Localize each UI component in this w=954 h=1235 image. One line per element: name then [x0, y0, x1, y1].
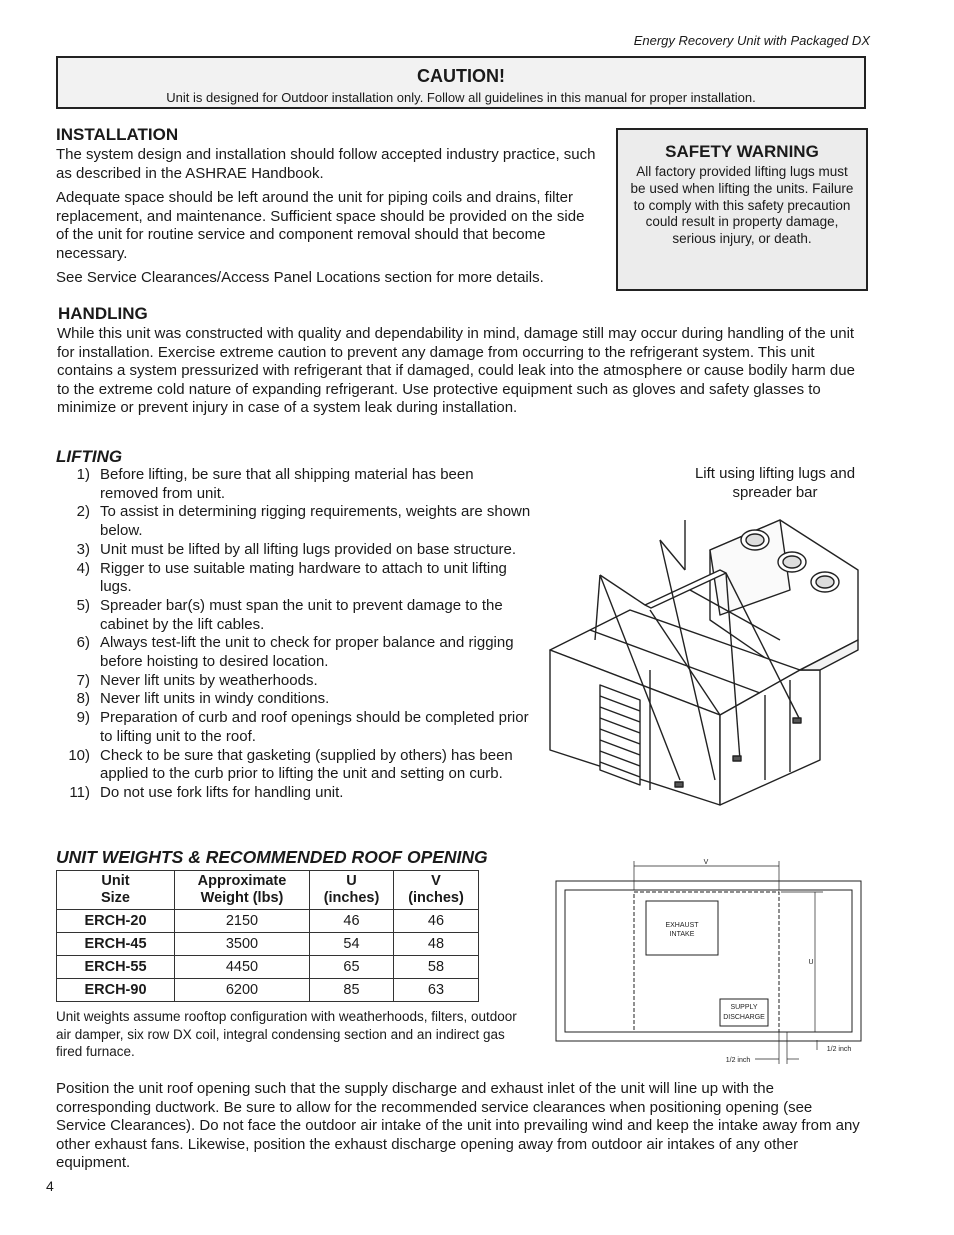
table-cell-v: 46 [394, 910, 479, 933]
list-item-number: 10) [68, 746, 90, 764]
table-header-weight: Approximate Weight (lbs) [175, 871, 310, 910]
list-item-number: 7) [76, 671, 90, 689]
list-item-text: Do not use fork lifts for handling unit. [100, 783, 344, 801]
table-row [57, 910, 479, 933]
lift-illustration-caption: Lift using lifting lugs and spreader bar [694, 465, 856, 501]
list-item [56, 709, 536, 746]
table-cell-v: 58 [394, 956, 479, 979]
caution-text: Unit is designed for Outdoor installation only. Follow all guidelines in this manual for proper installation. [166, 90, 756, 105]
list-item-number: 3) [76, 540, 90, 558]
list-item-text: Check to be sure that gasketing (supplied by others) has been applied to the curb prior to lifting the unit and setting on curb. [100, 746, 513, 783]
list-item-number: 2) [76, 503, 90, 521]
table-cell-u: 85 [310, 979, 394, 1002]
half-inch-bottom-label: 1/2 inch [725, 1057, 751, 1064]
list-item [56, 503, 536, 540]
installation-heading: INSTALLATION [56, 125, 179, 144]
supply-discharge-label-2: DISCHARGE [723, 1014, 765, 1021]
list-item [56, 747, 536, 784]
table-cell-u: 54 [310, 933, 394, 956]
lifting-unit-illustration [540, 510, 880, 810]
table-cell-weight: 4450 [175, 956, 310, 979]
list-item-text: Spreader bar(s) must span the unit to prevent damage to the cabinet by the lift cables. [100, 596, 503, 633]
table-cell-weight: 3500 [175, 933, 310, 956]
list-item-number: 9) [76, 709, 90, 727]
list-item-number: 8) [76, 690, 90, 708]
u-dimension-label: U [808, 959, 814, 966]
roof-opening-position-paragraph: Position the unit roof opening such that the supply discharge and exhaust inlet of the unit will line up with the corresponding ductwork. Be sure to allow for the recommended service clearances when positioning opening (see Service Clearances). Do not face the outdoor air intake of the unit into prevailing wind and keep the intake away from any other exhaust fans. Likewise, position the exhaust discharge opening away from outdoor air intakes of any other equipment. [56, 1080, 860, 1171]
list-item-text: Never lift units in windy conditions. [100, 690, 330, 708]
list-item-number: 11) [69, 783, 90, 801]
table-header-u: U (inches) [310, 871, 394, 910]
list-item [56, 466, 536, 503]
page-number: 4 [46, 1178, 54, 1194]
table-cell-v: 48 [394, 933, 479, 956]
lifting-heading: LIFTING [56, 447, 123, 466]
list-item [56, 690, 536, 709]
unit-weights-table [56, 870, 479, 1002]
list-item [56, 541, 536, 560]
list-item [56, 560, 536, 597]
table-cell-weight: 2150 [175, 910, 310, 933]
list-item-text: To assist in determining rigging requirements, weights are shown below. [100, 503, 531, 540]
table-row [57, 956, 479, 979]
table-cell-size: ERCH-45 [57, 933, 175, 956]
caution-title: CAUTION! [417, 66, 505, 86]
list-item-text: Never lift units by weatherhoods. [100, 671, 318, 689]
table-cell-u: 46 [310, 910, 394, 933]
installation-paragraph-3: See Service Clearances/Access Panel Locations section for more details. [56, 269, 544, 286]
table-row [57, 979, 479, 1002]
list-item-number: 1) [76, 466, 90, 483]
table-cell-size: ERCH-55 [57, 956, 175, 979]
table-header-unit-size: Unit Size [57, 871, 175, 910]
table-header-v: V (inches) [394, 871, 479, 910]
safety-warning-title: SAFETY WARNING [665, 142, 819, 161]
list-item-number: 5) [76, 596, 90, 614]
list-item-text: Unit must be lifted by all lifting lugs provided on base structure. [100, 540, 517, 558]
list-item-text: Rigger to use suitable mating hardware to attach to unit lifting lugs. [100, 559, 507, 596]
roof-opening-diagram [555, 856, 865, 1066]
safety-warning-text: All factory provided lifting lugs must be used when lifting the units. Failure to comply with this safety precaution could result in property damage, serious injury, or death. [630, 164, 854, 247]
table-cell-size: ERCH-90 [57, 979, 175, 1002]
supply-discharge-label-1: SUPPLY [730, 1004, 758, 1011]
list-item [56, 634, 536, 671]
table-row [57, 933, 479, 956]
safety-warning-box [616, 128, 868, 291]
list-item-number: 6) [76, 634, 90, 652]
lifting-list [56, 466, 536, 803]
table-cell-v: 63 [394, 979, 479, 1002]
installation-paragraph-1: The system design and installation should follow accepted industry practice, such as described in the ASHRAE Handbook. [56, 146, 596, 182]
v-dimension-label: V [703, 859, 709, 866]
exhaust-intake-label-2: INTAKE [669, 931, 695, 938]
handling-paragraph: While this unit was constructed with quality and dependability in mind, damage still may occur during handling of the unit for installation. Exercise extreme caution to prevent any damage from occurring to the refrigerant system. This unit contains a system pressurized with refrigerant that if damaged, could leak into the atmosphere or cause bodily harm due to the extreme cold nature of expanding refrigerant. Use protective equipment such as gloves and safety glasses to minimize or prevent injury in case of a system leak during installation. [57, 325, 855, 416]
unit-weights-note: Unit weights assume rooftop configuration with weatherhoods, filters, outdoor air damper, six row DX coil, integral condensing section and an indirect gas fired furnace. [56, 1009, 517, 1059]
list-item-text: Before lifting, be sure that all shipping material has been removed from unit. [100, 466, 474, 502]
half-inch-right-label: 1/2 inch [826, 1046, 852, 1053]
document-header: Energy Recovery Unit with Packaged DX [633, 33, 870, 48]
list-item-number: 4) [76, 559, 90, 577]
exhaust-intake-label-1: EXHAUST [665, 922, 699, 929]
unit-weights-heading: UNIT WEIGHTS & RECOMMENDED ROOF OPENING [56, 847, 488, 867]
table-cell-weight: 6200 [175, 979, 310, 1002]
table-cell-u: 65 [310, 956, 394, 979]
list-item [56, 597, 536, 634]
list-item-text: Preparation of curb and roof openings should be completed prior to lifting unit to the roof. [100, 709, 529, 745]
caution-box [56, 56, 866, 109]
installation-paragraph-2: Adequate space should be left around the unit for piping coils and drains, filter replacement, and maintenance. Sufficient space should be provided on the side of the unit for routine service and component removal should that become necessary. [56, 189, 585, 262]
table-header-row [57, 871, 479, 910]
list-item [56, 672, 536, 691]
table-cell-size: ERCH-20 [57, 910, 175, 933]
handling-heading: HANDLING [58, 304, 148, 323]
list-item [56, 784, 536, 803]
list-item-text: Always test-lift the unit to check for proper balance and rigging before hoisting to desired location. [100, 634, 514, 671]
